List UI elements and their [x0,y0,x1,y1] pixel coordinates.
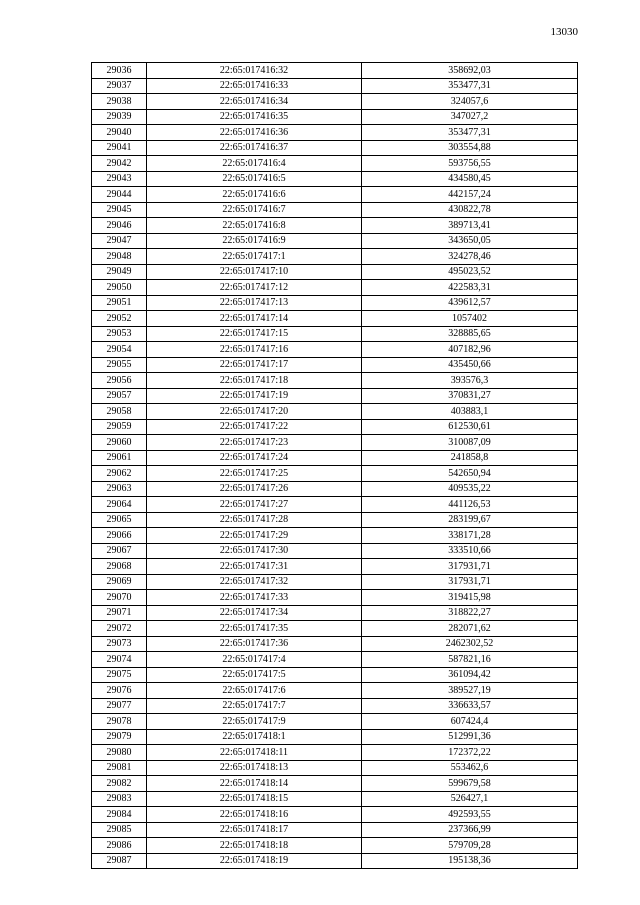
cadastral-value-cell: 430822,78 [362,202,578,218]
row-number-cell: 29065 [92,512,147,528]
cadastral-number-cell: 22:65:017417:17 [147,357,362,373]
cadastral-value-cell: 317931,71 [362,559,578,575]
row-number-cell: 29086 [92,838,147,854]
cadastral-number-cell: 22:65:017418:11 [147,745,362,761]
cadastral-value-cell: 599679,58 [362,776,578,792]
cadastral-number-cell: 22:65:017416:34 [147,94,362,110]
cadastral-value-cell: 409535,22 [362,481,578,497]
cadastral-value-cell: 338171,28 [362,528,578,544]
cadastral-number-cell: 22:65:017417:1 [147,249,362,265]
table-row [92,357,578,373]
cadastral-number-cell: 22:65:017417:12 [147,280,362,296]
table-row [92,140,578,156]
row-number-cell: 29080 [92,745,147,761]
table-row [92,807,578,823]
row-number-cell: 29082 [92,776,147,792]
row-number-cell: 29047 [92,233,147,249]
cadastral-number-cell: 22:65:017417:30 [147,543,362,559]
row-number-cell: 29061 [92,450,147,466]
row-number-cell: 29074 [92,652,147,668]
row-number-cell: 29087 [92,853,147,869]
cadastral-number-cell: 22:65:017416:6 [147,187,362,203]
cadastral-value-cell: 393576,3 [362,373,578,389]
cadastral-value-cell: 361094,42 [362,667,578,683]
table-row [92,745,578,761]
cadastral-number-cell: 22:65:017417:5 [147,667,362,683]
cadastral-number-cell: 22:65:017417:18 [147,373,362,389]
row-number-cell: 29079 [92,729,147,745]
row-number-cell: 29064 [92,497,147,513]
row-number-cell: 29059 [92,419,147,435]
cadastral-number-cell: 22:65:017418:16 [147,807,362,823]
table-row [92,838,578,854]
cadastral-number-cell: 22:65:017417:23 [147,435,362,451]
cadastral-value-cell: 353477,31 [362,78,578,94]
table-row [92,78,578,94]
table-row [92,543,578,559]
cadastral-value-cell: 241858,8 [362,450,578,466]
cadastral-value-cell: 495023,52 [362,264,578,280]
cadastral-number-cell: 22:65:017417:13 [147,295,362,311]
cadastral-value-cell: 324057,6 [362,94,578,110]
cadastral-number-cell: 22:65:017417:34 [147,605,362,621]
table-body [92,63,578,869]
cadastral-value-cell: 492593,55 [362,807,578,823]
row-number-cell: 29054 [92,342,147,358]
table-row [92,342,578,358]
cadastral-number-cell: 22:65:017417:10 [147,264,362,280]
cadastral-number-cell: 22:65:017416:36 [147,125,362,141]
table-row [92,559,578,575]
cadastral-number-cell: 22:65:017416:33 [147,78,362,94]
cadastral-value-cell: 422583,31 [362,280,578,296]
cadastral-value-cell: 324278,46 [362,249,578,265]
cadastral-value-cell: 336633,57 [362,698,578,714]
cadastral-value-cell: 195138,36 [362,853,578,869]
row-number-cell: 29063 [92,481,147,497]
cadastral-value-cell: 441126,53 [362,497,578,513]
row-number-cell: 29077 [92,698,147,714]
cadastral-number-cell: 22:65:017417:4 [147,652,362,668]
cadastral-value-cell: 593756,55 [362,156,578,172]
row-number-cell: 29043 [92,171,147,187]
table-row [92,125,578,141]
cadastral-number-cell: 22:65:017417:9 [147,714,362,730]
cadastral-number-cell: 22:65:017417:20 [147,404,362,420]
row-number-cell: 29053 [92,326,147,342]
table-row [92,853,578,869]
table-row [92,667,578,683]
cadastral-number-cell: 22:65:017418:18 [147,838,362,854]
table-row [92,776,578,792]
row-number-cell: 29044 [92,187,147,203]
cadastral-number-cell: 22:65:017416:7 [147,202,362,218]
cadastral-number-cell: 22:65:017417:19 [147,388,362,404]
cadastral-value-cell: 439612,57 [362,295,578,311]
cadastral-number-cell: 22:65:017416:5 [147,171,362,187]
cadastral-value-cell: 343650,05 [362,233,578,249]
cadastral-number-cell: 22:65:017417:35 [147,621,362,637]
row-number-cell: 29039 [92,109,147,125]
row-number-cell: 29038 [92,94,147,110]
table-row [92,652,578,668]
cadastral-value-cell: 333510,66 [362,543,578,559]
cadastral-value-cell: 512991,36 [362,729,578,745]
row-number-cell: 29078 [92,714,147,730]
cadastral-number-cell: 22:65:017417:32 [147,574,362,590]
cadastral-value-cell: 358692,03 [362,63,578,79]
row-number-cell: 29042 [92,156,147,172]
cadastral-value-cell: 282071,62 [362,621,578,637]
cadastral-value-cell: 237366,99 [362,822,578,838]
cadastral-value-cell: 1057402 [362,311,578,327]
table-row [92,435,578,451]
row-number-cell: 29058 [92,404,147,420]
row-number-cell: 29068 [92,559,147,575]
table-row [92,63,578,79]
table-row [92,636,578,652]
table-row [92,311,578,327]
table-row [92,202,578,218]
cadastral-value-cell: 310087,09 [362,435,578,451]
cadastral-value-cell: 407182,96 [362,342,578,358]
table-row [92,249,578,265]
cadastral-value-cell: 389527,19 [362,683,578,699]
cadastral-value-cell: 612530,61 [362,419,578,435]
page-number: 13030 [550,26,578,38]
row-number-cell: 29085 [92,822,147,838]
row-number-cell: 29036 [92,63,147,79]
row-number-cell: 29041 [92,140,147,156]
row-number-cell: 29045 [92,202,147,218]
cadastral-value-cell: 347027,2 [362,109,578,125]
cadastral-number-cell: 22:65:017416:37 [147,140,362,156]
cadastral-number-cell: 22:65:017417:6 [147,683,362,699]
table-row [92,388,578,404]
table-row [92,326,578,342]
cadastral-number-cell: 22:65:017417:24 [147,450,362,466]
cadastral-value-cell: 434580,45 [362,171,578,187]
row-number-cell: 29075 [92,667,147,683]
row-number-cell: 29083 [92,791,147,807]
table-row [92,404,578,420]
cadastral-value-cell: 389713,41 [362,218,578,234]
table-row [92,373,578,389]
cadastral-number-cell: 22:65:017417:26 [147,481,362,497]
table-row [92,109,578,125]
cadastral-value-cell: 442157,24 [362,187,578,203]
cadastral-number-cell: 22:65:017417:22 [147,419,362,435]
row-number-cell: 29055 [92,357,147,373]
table-row [92,791,578,807]
row-number-cell: 29048 [92,249,147,265]
row-number-cell: 29049 [92,264,147,280]
row-number-cell: 29062 [92,466,147,482]
table-row [92,528,578,544]
table-row [92,822,578,838]
cadastral-number-cell: 22:65:017418:19 [147,853,362,869]
row-number-cell: 29056 [92,373,147,389]
cadastral-value-cell: 318822,27 [362,605,578,621]
row-number-cell: 29070 [92,590,147,606]
table-row [92,295,578,311]
table-row [92,218,578,234]
cadastral-value-cell: 353477,31 [362,125,578,141]
cadastral-number-cell: 22:65:017417:7 [147,698,362,714]
cadastral-number-cell: 22:65:017417:25 [147,466,362,482]
table-row [92,264,578,280]
cadastral-value-cell: 553462,6 [362,760,578,776]
table-row [92,481,578,497]
cadastral-number-cell: 22:65:017417:31 [147,559,362,575]
cadastral-number-cell: 22:65:017418:15 [147,791,362,807]
cadastral-number-cell: 22:65:017417:36 [147,636,362,652]
table-row [92,450,578,466]
row-number-cell: 29037 [92,78,147,94]
table-row [92,512,578,528]
cadastral-number-cell: 22:65:017418:1 [147,729,362,745]
table-row [92,590,578,606]
cadastral-value-cell: 587821,16 [362,652,578,668]
row-number-cell: 29072 [92,621,147,637]
cadastral-value-cell: 542650,94 [362,466,578,482]
cadastral-number-cell: 22:65:017416:35 [147,109,362,125]
table-row [92,94,578,110]
table-row [92,574,578,590]
cadastral-number-cell: 22:65:017417:14 [147,311,362,327]
row-number-cell: 29057 [92,388,147,404]
table-row [92,171,578,187]
cadastral-number-cell: 22:65:017417:27 [147,497,362,513]
cadastral-value-cell: 607424,4 [362,714,578,730]
cadastral-value-cell: 303554,88 [362,140,578,156]
row-number-cell: 29071 [92,605,147,621]
row-number-cell: 29051 [92,295,147,311]
row-number-cell: 29084 [92,807,147,823]
cadastral-number-cell: 22:65:017418:17 [147,822,362,838]
table-row [92,760,578,776]
cadastral-value-cell: 328885,65 [362,326,578,342]
table-row [92,156,578,172]
cadastral-number-cell: 22:65:017417:33 [147,590,362,606]
cadastral-value-cell: 579709,28 [362,838,578,854]
cadastral-value-cell: 2462302,52 [362,636,578,652]
table-row [92,497,578,513]
cadastral-value-cell: 435450,66 [362,357,578,373]
cadastral-value-cell: 319415,98 [362,590,578,606]
cadastral-number-cell: 22:65:017417:15 [147,326,362,342]
row-number-cell: 29067 [92,543,147,559]
table-row [92,714,578,730]
row-number-cell: 29046 [92,218,147,234]
table-row [92,683,578,699]
row-number-cell: 29060 [92,435,147,451]
row-number-cell: 29040 [92,125,147,141]
row-number-cell: 29050 [92,280,147,296]
table-row [92,605,578,621]
row-number-cell: 29069 [92,574,147,590]
cadastral-number-cell: 22:65:017416:9 [147,233,362,249]
cadastral-number-cell: 22:65:017416:32 [147,63,362,79]
cadastral-number-cell: 22:65:017416:8 [147,218,362,234]
cadastral-value-cell: 526427,1 [362,791,578,807]
row-number-cell: 29073 [92,636,147,652]
row-number-cell: 29052 [92,311,147,327]
cadastral-value-cell: 283199,67 [362,512,578,528]
cadastral-value-cell: 317931,71 [362,574,578,590]
table-row [92,729,578,745]
cadastral-value-cell: 370831,27 [362,388,578,404]
table-row [92,233,578,249]
cadastral-number-cell: 22:65:017418:14 [147,776,362,792]
row-number-cell: 29066 [92,528,147,544]
table-row [92,187,578,203]
table-row [92,698,578,714]
table-row [92,466,578,482]
table-row [92,621,578,637]
cadastral-value-table [91,62,578,869]
row-number-cell: 29081 [92,760,147,776]
row-number-cell: 29076 [92,683,147,699]
cadastral-value-cell: 403883,1 [362,404,578,420]
cadastral-number-cell: 22:65:017417:28 [147,512,362,528]
cadastral-number-cell: 22:65:017417:16 [147,342,362,358]
table-row [92,419,578,435]
cadastral-number-cell: 22:65:017416:4 [147,156,362,172]
cadastral-value-cell: 172372,22 [362,745,578,761]
cadastral-number-cell: 22:65:017417:29 [147,528,362,544]
table-row [92,280,578,296]
cadastral-number-cell: 22:65:017418:13 [147,760,362,776]
